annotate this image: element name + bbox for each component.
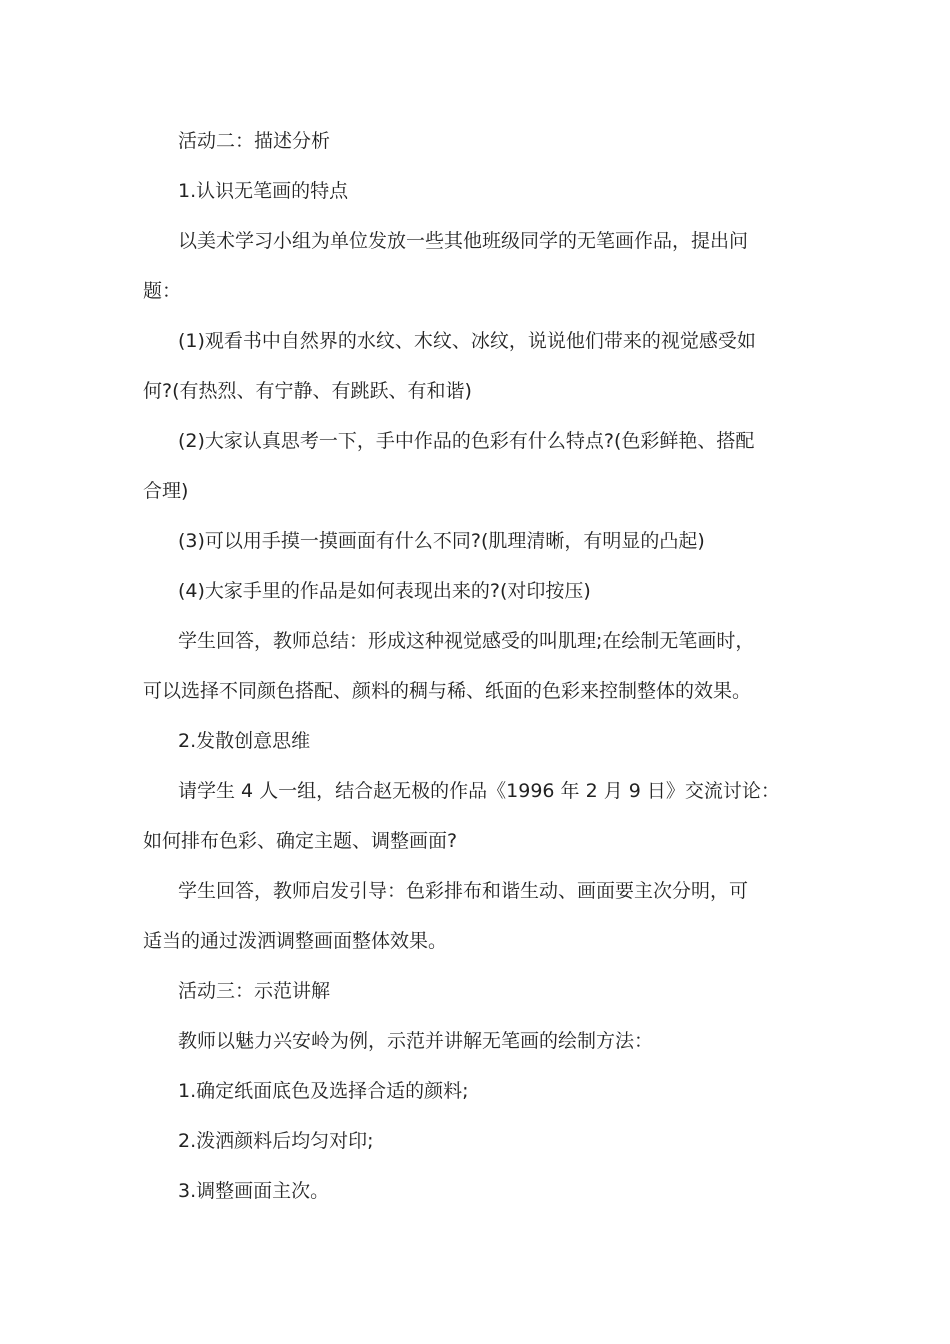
paragraph-line: 以美术学习小组为单位发放一些其他班级同学的无笔画作品，提出问 [178,230,749,252]
step-2-line: 2.泼洒颜料后均匀对印; [178,1130,374,1152]
question-2-line: (2)大家认真思考一下，手中作品的色彩有什么特点?(色彩鲜艳、搭配 [178,430,755,452]
question-1-line: (1)观看书中自然界的水纹、木纹、冰纹，说说他们带来的视觉感受如 [178,330,756,352]
step-1-line: 1.确定纸面底色及选择合适的颜料; [178,1080,469,1102]
activity-two-heading: 活动二：描述分析 [178,130,331,152]
section-1-heading: 1.认识无笔画的特点 [178,180,349,202]
step-3-line: 3.调整画面主次。 [178,1180,330,1202]
demonstration-line: 教师以魅力兴安岭为例，示范并讲解无笔画的绘制方法： [178,1030,654,1052]
section-2-heading: 2.发散创意思维 [178,730,311,752]
discussion-line: 如何排布色彩、确定主题、调整画面? [143,830,458,852]
question-1-line: 何?(有热烈、有宁静、有跳跃、有和谐) [143,380,472,402]
question-2-line: 合理) [143,480,189,502]
discussion-line: 请学生 4 人一组，结合赵无极的作品《1996 年 2 月 9 日》交流讨论： [178,780,780,802]
guidance-line: 适当的通过泼洒调整画面整体效果。 [143,930,448,952]
summary-line: 可以选择不同颜色搭配、颜料的稠与稀、纸面的色彩来控制整体的效果。 [143,680,752,702]
question-4-line: (4)大家手里的作品是如何表现出来的?(对印按压) [178,580,591,602]
paragraph-line: 题： [143,280,182,302]
question-3-line: (3)可以用手摸一摸画面有什么不同?(肌理清晰，有明显的凸起) [178,530,705,552]
activity-three-heading: 活动三：示范讲解 [178,980,331,1002]
guidance-line: 学生回答，教师启发引导：色彩排布和谐生动、画面要主次分明，可 [178,880,749,902]
summary-line: 学生回答，教师总结：形成这种视觉感受的叫肌理;在绘制无笔画时， [178,630,755,652]
